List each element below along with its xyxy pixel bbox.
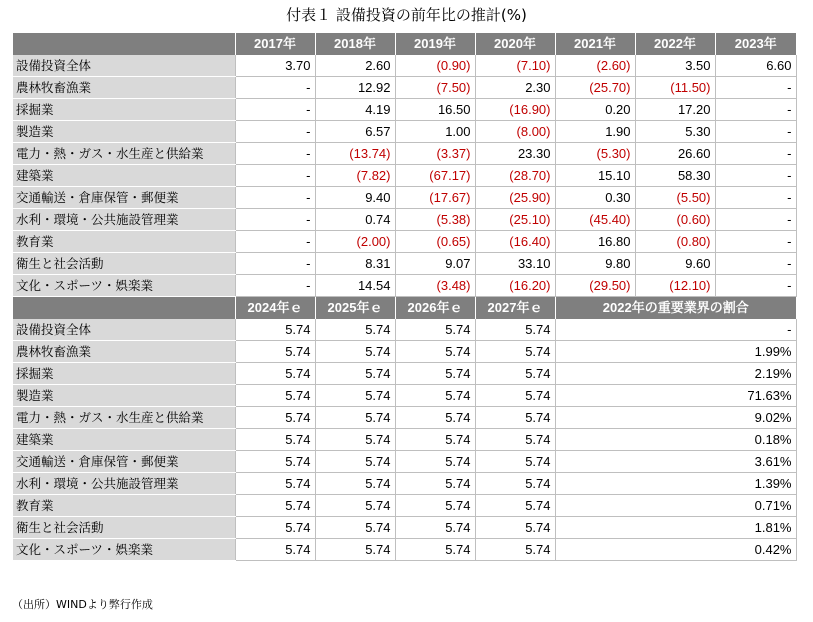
forecast-cell: 5.74 — [475, 363, 555, 385]
data-cell: 1.00 — [395, 121, 475, 143]
data-cell: - — [715, 77, 796, 99]
forecast-cell: 5.74 — [235, 407, 315, 429]
data-cell: 9.40 — [315, 187, 395, 209]
row-label: 電力・熱・ガス・水生産と供給業 — [13, 143, 235, 165]
data-cell: 9.60 — [635, 253, 715, 275]
column-header-year: 2021年 — [555, 33, 635, 55]
forecast-cell: 5.74 — [395, 407, 475, 429]
data-cell: (13.74) — [315, 143, 395, 165]
forecast-cell: 5.74 — [395, 429, 475, 451]
table-row — [13, 231, 796, 253]
forecast-cell: 5.74 — [235, 495, 315, 517]
data-cell: (25.10) — [475, 209, 555, 231]
table-row — [13, 99, 796, 121]
table-row — [13, 385, 796, 407]
forecast-cell: 5.74 — [475, 473, 555, 495]
forecast-cell: 5.74 — [395, 473, 475, 495]
forecast-cell: 5.74 — [395, 517, 475, 539]
data-cell: - — [715, 99, 796, 121]
investment-table — [13, 33, 797, 561]
row-label: 文化・スポーツ・娯楽業 — [13, 275, 235, 297]
data-cell: (67.17) — [395, 165, 475, 187]
data-cell: - — [235, 99, 315, 121]
data-cell: 33.10 — [475, 253, 555, 275]
data-cell: (0.80) — [635, 231, 715, 253]
row-label: 教育業 — [13, 495, 235, 517]
table-row — [13, 473, 796, 495]
data-cell: (7.82) — [315, 165, 395, 187]
row-label: 建築業 — [13, 165, 235, 187]
column-header-share: 2022年の重要業界の割合 — [555, 297, 796, 320]
data-cell: - — [235, 231, 315, 253]
share-cell: 1.99% — [555, 341, 796, 363]
forecast-cell: 5.74 — [315, 473, 395, 495]
table-row — [13, 429, 796, 451]
forecast-cell: 5.74 — [395, 319, 475, 341]
share-cell: 0.18% — [555, 429, 796, 451]
forecast-cell: 5.74 — [235, 517, 315, 539]
column-header-year: 2022年 — [635, 33, 715, 55]
row-label: 衛生と社会活動 — [13, 253, 235, 275]
data-cell: - — [715, 209, 796, 231]
data-cell: 0.20 — [555, 99, 635, 121]
share-cell: 0.42% — [555, 539, 796, 561]
data-cell: - — [715, 143, 796, 165]
table1-header-corner — [13, 33, 235, 55]
forecast-cell: 5.74 — [475, 385, 555, 407]
share-cell: 2.19% — [555, 363, 796, 385]
data-cell: 9.80 — [555, 253, 635, 275]
forecast-cell: 5.74 — [475, 429, 555, 451]
table-row — [13, 121, 796, 143]
data-cell: 16.80 — [555, 231, 635, 253]
data-cell: - — [235, 165, 315, 187]
forecast-cell: 5.74 — [475, 539, 555, 561]
data-cell: 17.20 — [635, 99, 715, 121]
forecast-cell: 5.74 — [315, 539, 395, 561]
row-label: 製造業 — [13, 121, 235, 143]
column-header-forecast-year: 2025年ｅ — [315, 297, 395, 320]
row-label: 交通輸送・倉庫保管・郵便業 — [13, 187, 235, 209]
row-label: 教育業 — [13, 231, 235, 253]
column-header-year: 2019年 — [395, 33, 475, 55]
forecast-cell: 5.74 — [315, 319, 395, 341]
data-cell: (5.38) — [395, 209, 475, 231]
table-row — [13, 187, 796, 209]
table-row — [13, 253, 796, 275]
forecast-cell: 5.74 — [235, 341, 315, 363]
column-header-forecast-year: 2024年ｅ — [235, 297, 315, 320]
data-cell: - — [235, 209, 315, 231]
data-cell: 4.19 — [315, 99, 395, 121]
data-cell: - — [235, 275, 315, 297]
column-header-forecast-year: 2026年ｅ — [395, 297, 475, 320]
table-row — [13, 517, 796, 539]
data-cell: - — [715, 275, 796, 297]
data-cell: (5.30) — [555, 143, 635, 165]
column-header-year: 2023年 — [715, 33, 796, 55]
data-cell: (17.67) — [395, 187, 475, 209]
table-row — [13, 319, 796, 341]
share-cell: 0.71% — [555, 495, 796, 517]
data-cell: (25.90) — [475, 187, 555, 209]
data-cell: 58.30 — [635, 165, 715, 187]
forecast-cell: 5.74 — [315, 341, 395, 363]
forecast-cell: 5.74 — [315, 517, 395, 539]
table-row — [13, 341, 796, 363]
data-cell: (5.50) — [635, 187, 715, 209]
data-cell: 3.50 — [635, 55, 715, 77]
data-cell: (16.90) — [475, 99, 555, 121]
data-cell: 8.31 — [315, 253, 395, 275]
data-cell: 0.74 — [315, 209, 395, 231]
column-header-forecast-year: 2027年ｅ — [475, 297, 555, 320]
share-cell: 9.02% — [555, 407, 796, 429]
data-cell: 26.60 — [635, 143, 715, 165]
forecast-cell: 5.74 — [235, 429, 315, 451]
forecast-cell: 5.74 — [475, 341, 555, 363]
forecast-cell: 5.74 — [235, 539, 315, 561]
data-cell: 15.10 — [555, 165, 635, 187]
forecast-cell: 5.74 — [475, 451, 555, 473]
row-label: 建築業 — [13, 429, 235, 451]
data-cell: (28.70) — [475, 165, 555, 187]
data-cell: (7.50) — [395, 77, 475, 99]
data-cell: (0.65) — [395, 231, 475, 253]
data-cell: - — [235, 77, 315, 99]
forecast-cell: 5.74 — [395, 451, 475, 473]
forecast-cell: 5.74 — [475, 319, 555, 341]
forecast-cell: 5.74 — [315, 429, 395, 451]
share-cell: 71.63% — [555, 385, 796, 407]
data-cell: 2.60 — [315, 55, 395, 77]
row-label: 交通輸送・倉庫保管・郵便業 — [13, 451, 235, 473]
data-cell: - — [715, 187, 796, 209]
row-label: 水利・環境・公共施設管理業 — [13, 473, 235, 495]
data-cell: (0.90) — [395, 55, 475, 77]
share-cell: 3.61% — [555, 451, 796, 473]
forecast-cell: 5.74 — [395, 539, 475, 561]
table-row — [13, 209, 796, 231]
data-cell: (2.00) — [315, 231, 395, 253]
data-cell: 16.50 — [395, 99, 475, 121]
forecast-cell: 5.74 — [235, 363, 315, 385]
source-note: （出所）WINDより弊行作成 — [12, 598, 153, 611]
row-label: 衛生と社会活動 — [13, 517, 235, 539]
table-row — [13, 143, 796, 165]
row-label: 設備投資全体 — [13, 319, 235, 341]
data-cell: 3.70 — [235, 55, 315, 77]
data-cell: 2.30 — [475, 77, 555, 99]
column-header-year: 2020年 — [475, 33, 555, 55]
forecast-cell: 5.74 — [315, 451, 395, 473]
row-label: 水利・環境・公共施設管理業 — [13, 209, 235, 231]
data-cell: - — [715, 121, 796, 143]
data-cell: (16.20) — [475, 275, 555, 297]
row-label: 設備投資全体 — [13, 55, 235, 77]
row-label: 採掘業 — [13, 99, 235, 121]
data-cell: (12.10) — [635, 275, 715, 297]
table1-header-row — [13, 33, 796, 55]
table-row — [13, 165, 796, 187]
row-label: 文化・スポーツ・娯楽業 — [13, 539, 235, 561]
forecast-cell: 5.74 — [235, 385, 315, 407]
data-cell: 1.90 — [555, 121, 635, 143]
forecast-cell: 5.74 — [315, 385, 395, 407]
data-cell: 12.92 — [315, 77, 395, 99]
share-cell: 1.81% — [555, 517, 796, 539]
data-cell: 6.57 — [315, 121, 395, 143]
row-label: 農林牧畜漁業 — [13, 77, 235, 99]
data-cell: - — [235, 121, 315, 143]
data-cell: - — [235, 253, 315, 275]
table-row — [13, 539, 796, 561]
row-label: 電力・熱・ガス・水生産と供給業 — [13, 407, 235, 429]
row-label: 採掘業 — [13, 363, 235, 385]
forecast-cell: 5.74 — [315, 363, 395, 385]
data-cell: - — [715, 253, 796, 275]
share-cell: - — [555, 319, 796, 341]
data-cell: - — [715, 165, 796, 187]
forecast-cell: 5.74 — [395, 341, 475, 363]
forecast-cell: 5.74 — [315, 495, 395, 517]
data-cell: (25.70) — [555, 77, 635, 99]
table-row — [13, 451, 796, 473]
table-row — [13, 77, 796, 99]
table-row — [13, 363, 796, 385]
data-cell: (29.50) — [555, 275, 635, 297]
table-title: 付表１ 設備投資の前年比の推計(%) — [286, 6, 527, 24]
table-row — [13, 55, 796, 77]
row-label: 製造業 — [13, 385, 235, 407]
data-cell: (3.48) — [395, 275, 475, 297]
data-cell: 5.30 — [635, 121, 715, 143]
data-cell: 14.54 — [315, 275, 395, 297]
table2-header-corner — [13, 297, 235, 320]
column-header-year: 2017年 — [235, 33, 315, 55]
table-row — [13, 495, 796, 517]
table2-header-row — [13, 297, 796, 320]
data-cell: 6.60 — [715, 55, 796, 77]
forecast-cell: 5.74 — [235, 451, 315, 473]
forecast-cell: 5.74 — [395, 363, 475, 385]
data-cell: (3.37) — [395, 143, 475, 165]
data-cell: - — [235, 187, 315, 209]
data-cell: - — [715, 231, 796, 253]
data-cell: (11.50) — [635, 77, 715, 99]
forecast-cell: 5.74 — [315, 407, 395, 429]
data-cell: (8.00) — [475, 121, 555, 143]
data-cell: 0.30 — [555, 187, 635, 209]
table-row — [13, 407, 796, 429]
data-cell: (7.10) — [475, 55, 555, 77]
row-label: 農林牧畜漁業 — [13, 341, 235, 363]
forecast-cell: 5.74 — [475, 407, 555, 429]
data-cell: (0.60) — [635, 209, 715, 231]
data-cell: (2.60) — [555, 55, 635, 77]
forecast-cell: 5.74 — [395, 385, 475, 407]
forecast-cell: 5.74 — [395, 495, 475, 517]
forecast-cell: 5.74 — [475, 495, 555, 517]
column-header-year: 2018年 — [315, 33, 395, 55]
share-cell: 1.39% — [555, 473, 796, 495]
data-cell: 23.30 — [475, 143, 555, 165]
forecast-cell: 5.74 — [235, 473, 315, 495]
forecast-cell: 5.74 — [235, 319, 315, 341]
data-cell: 9.07 — [395, 253, 475, 275]
data-cell: - — [235, 143, 315, 165]
data-cell: (16.40) — [475, 231, 555, 253]
table-row — [13, 275, 796, 297]
data-cell: (45.40) — [555, 209, 635, 231]
forecast-cell: 5.74 — [475, 517, 555, 539]
